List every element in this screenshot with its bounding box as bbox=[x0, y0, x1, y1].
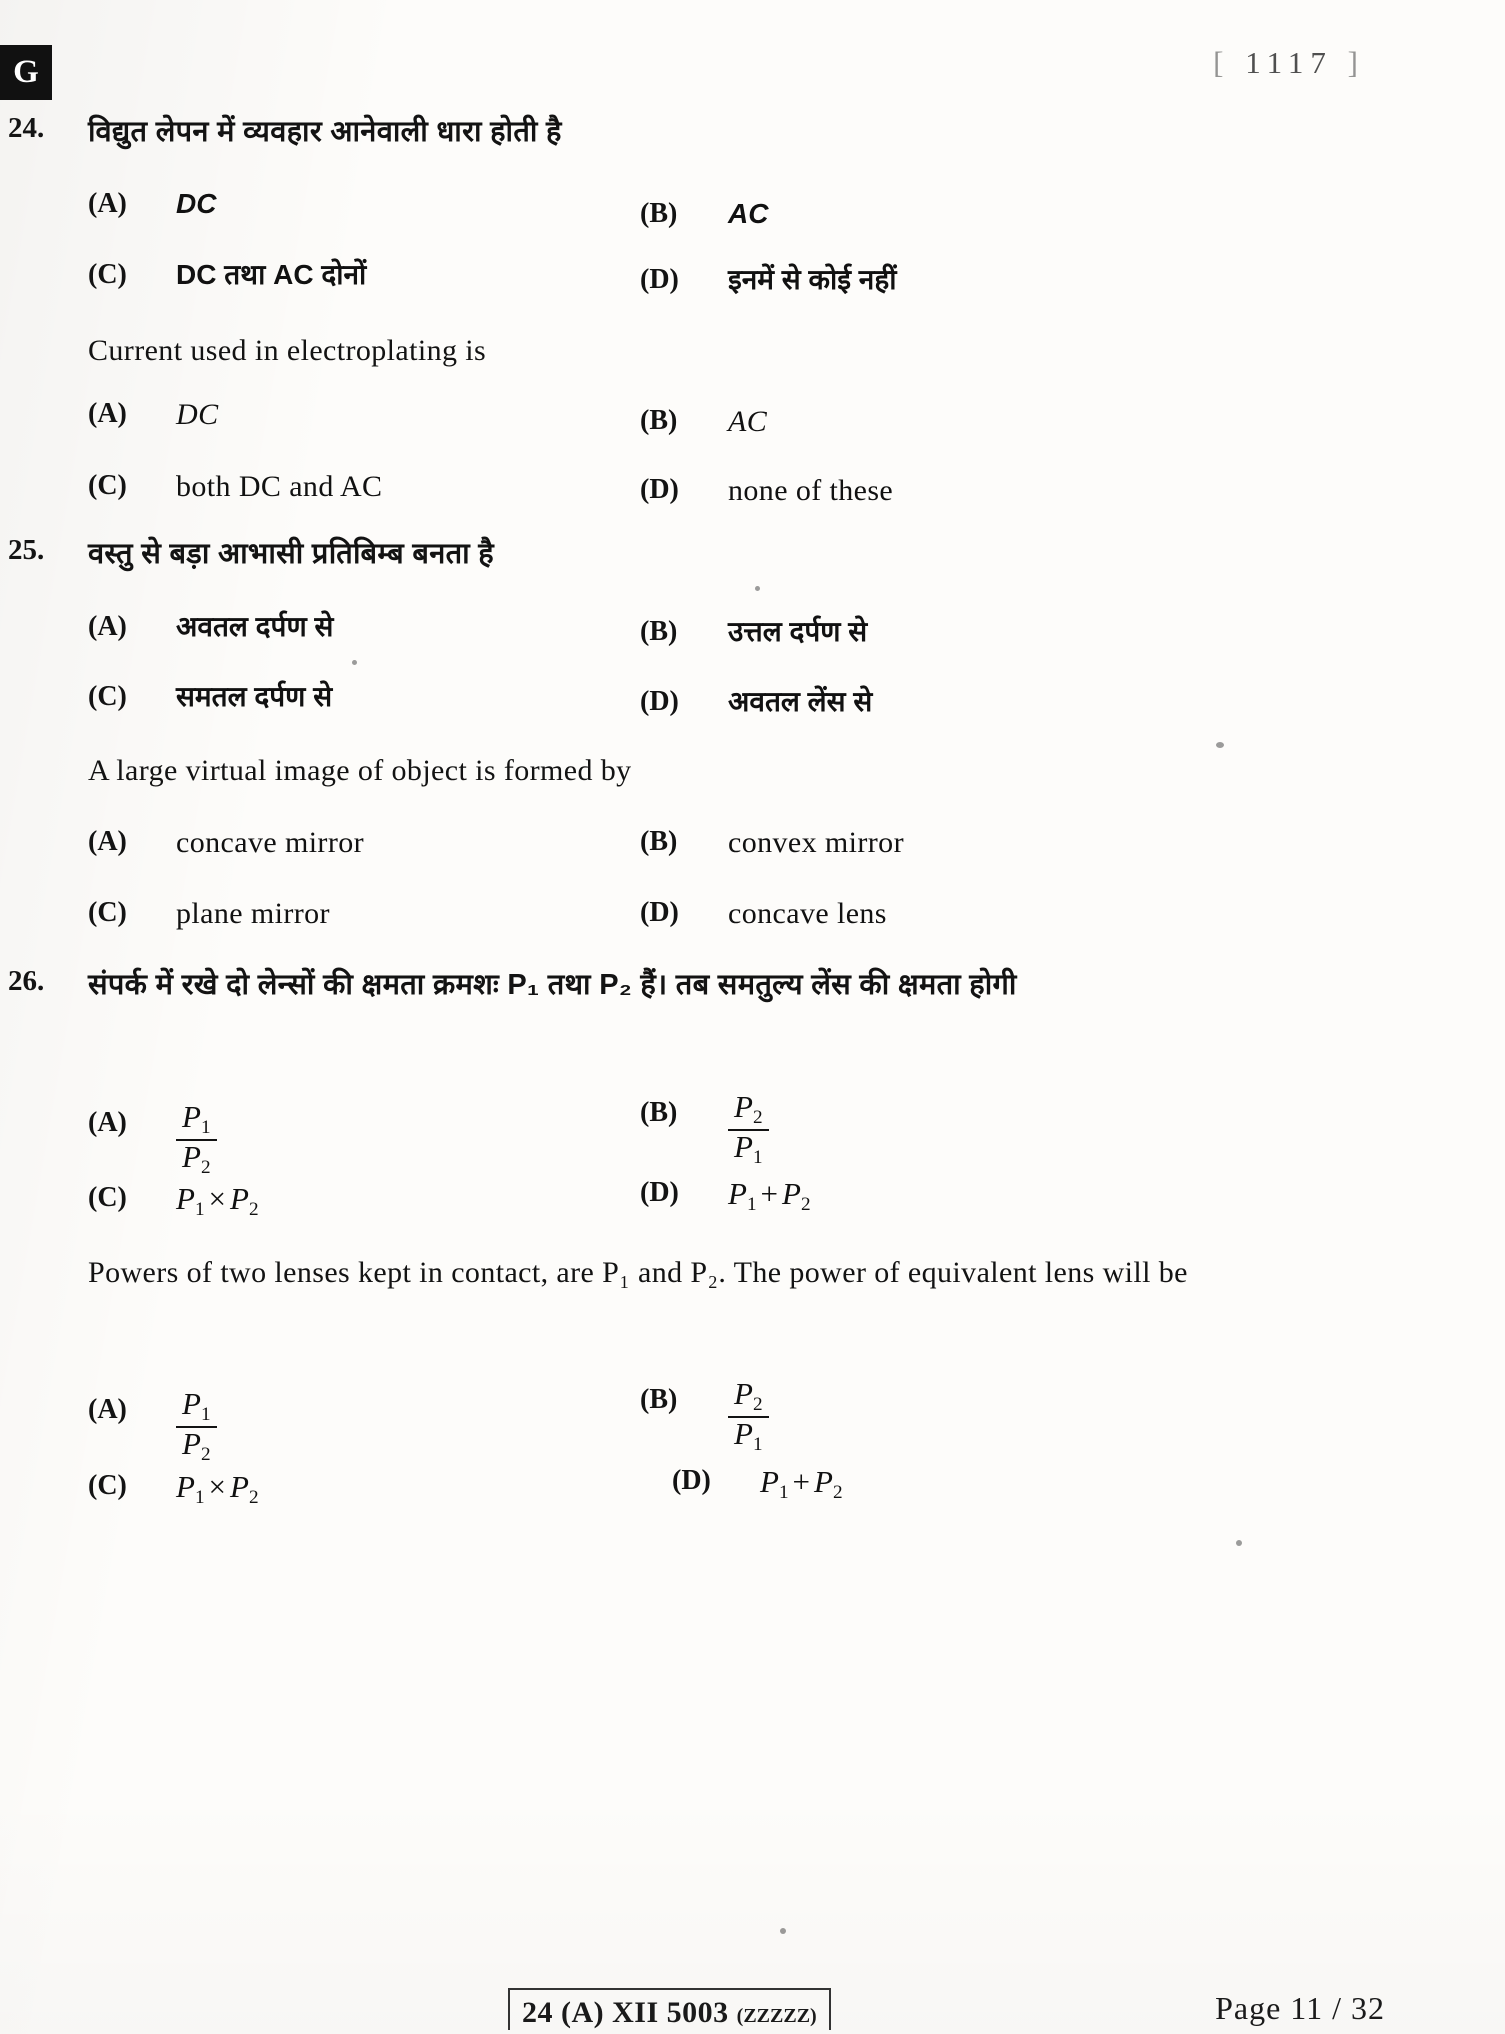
option-label: (B) bbox=[640, 1384, 678, 1415]
expression-p1-plus-p2: $P_1 + P_2$ bbox=[728, 1176, 811, 1216]
option-label: (C) bbox=[88, 1470, 127, 1501]
fraction-p2-over-p1: $\frac{P_2}{P_1}$ bbox=[728, 1378, 769, 1455]
option-label: (A) bbox=[88, 1394, 127, 1425]
paper-code-footer bbox=[508, 1988, 831, 2030]
scan-speck bbox=[1216, 742, 1224, 748]
scan-speck bbox=[352, 660, 357, 665]
paper-code-suffix: (ZZZZZ) bbox=[736, 2005, 817, 2027]
option-math bbox=[760, 1463, 843, 1505]
option-label: (D) bbox=[640, 897, 679, 928]
option-label: (B) bbox=[640, 1097, 678, 1128]
question-25-stem-hindi: वस्तु से बड़ा आभासी प्रतिबिम्ब बनता है bbox=[88, 538, 495, 570]
option-math bbox=[176, 1180, 259, 1222]
question-24-stem-english: Current used in electroplating is bbox=[88, 334, 487, 367]
option-label: (A) bbox=[88, 826, 127, 857]
page-code: [ 1117 ] bbox=[1213, 45, 1365, 80]
option-label: (B) bbox=[640, 198, 678, 229]
option-text: both DC and AC bbox=[176, 470, 383, 503]
fraction-p2-over-p1: $\frac{P_2}{P_1}$ bbox=[728, 1091, 769, 1168]
expression-p1-times-p2: $P_1 \times P_2$ bbox=[176, 1469, 259, 1509]
expression-p1-plus-p2: $P_1 + P_2$ bbox=[760, 1464, 843, 1504]
option-label: (D) bbox=[640, 1177, 679, 1208]
option-text: अवतल दर्पण से bbox=[176, 611, 334, 642]
option-text: none of these bbox=[728, 474, 894, 507]
option-math bbox=[176, 1386, 217, 1469]
option-label: (D) bbox=[672, 1465, 711, 1496]
question-25-number: 25. bbox=[8, 534, 45, 566]
option-label: (D) bbox=[640, 686, 679, 717]
option-label: (A) bbox=[88, 611, 127, 642]
question-24-number: 24. bbox=[8, 112, 45, 144]
option-text: plane mirror bbox=[176, 897, 330, 930]
option-text: concave lens bbox=[728, 897, 887, 930]
option-text: concave mirror bbox=[176, 826, 365, 859]
question-25-stem-english: A large virtual image of object is formed by bbox=[88, 754, 632, 787]
option-label: (C) bbox=[88, 470, 127, 501]
question-26-stem-hindi: संपर्क में रखे दो लेन्सों की क्षमता क्रमशः P₁ तथा P₂ हैं। तब समतुल्य लेंस की क्षमता होगी bbox=[88, 969, 1017, 1001]
option-label: (D) bbox=[640, 474, 679, 505]
option-label: (C) bbox=[88, 1182, 127, 1213]
option-math bbox=[728, 1089, 769, 1172]
option-label: (A) bbox=[88, 1107, 127, 1138]
paper-code-value: 24 (A) XII 5003 bbox=[522, 1996, 729, 2029]
option-label: (C) bbox=[88, 897, 127, 928]
option-label: (D) bbox=[640, 264, 679, 295]
option-text: convex mirror bbox=[728, 826, 904, 859]
scan-speck bbox=[755, 586, 760, 591]
option-label: (B) bbox=[640, 826, 678, 857]
option-text: उत्तल दर्पण से bbox=[728, 616, 868, 647]
option-label: (B) bbox=[640, 616, 678, 647]
option-text: DC bbox=[176, 188, 217, 219]
option-math bbox=[728, 1376, 769, 1459]
fraction-p1-over-p2: $\frac{P_1}{P_2}$ bbox=[176, 1101, 217, 1178]
option-text: DC bbox=[176, 398, 219, 431]
option-label: (B) bbox=[640, 405, 678, 436]
fraction-p1-over-p2: $\frac{P_1}{P_2}$ bbox=[176, 1388, 217, 1465]
option-math bbox=[176, 1099, 217, 1182]
page-code-value: 1117 bbox=[1245, 45, 1333, 80]
question-26-stem-english: Powers of two lenses kept in contact, are P₁ and P₂. The power of equivalent lens will be bbox=[88, 1256, 1188, 1289]
option-text: AC bbox=[728, 405, 768, 438]
option-label: (C) bbox=[88, 681, 127, 712]
question-26-number: 26. bbox=[8, 965, 45, 997]
option-text: इनमें से कोई नहीं bbox=[728, 264, 897, 295]
option-text: AC bbox=[728, 198, 769, 229]
option-text: अवतल लेंस से bbox=[728, 686, 873, 717]
option-label: (A) bbox=[88, 188, 127, 219]
question-24-stem-hindi: विद्युत लेपन में व्यवहार आनेवाली धारा होती है bbox=[88, 116, 562, 148]
expression-p1-times-p2: $P_1 \times P_2$ bbox=[176, 1181, 259, 1221]
option-label: (A) bbox=[88, 398, 127, 429]
option-text: DC तथा AC दोनों bbox=[176, 259, 367, 290]
scan-speck bbox=[1236, 1540, 1242, 1546]
option-math bbox=[728, 1175, 811, 1217]
scan-speck bbox=[780, 1928, 786, 1934]
series-code-badge: G bbox=[0, 45, 52, 100]
option-text: समतल दर्पण से bbox=[176, 681, 333, 712]
page-number-footer: Page 11 / 32 bbox=[1215, 1990, 1385, 2026]
option-math bbox=[176, 1468, 259, 1510]
option-label: (C) bbox=[88, 259, 127, 290]
